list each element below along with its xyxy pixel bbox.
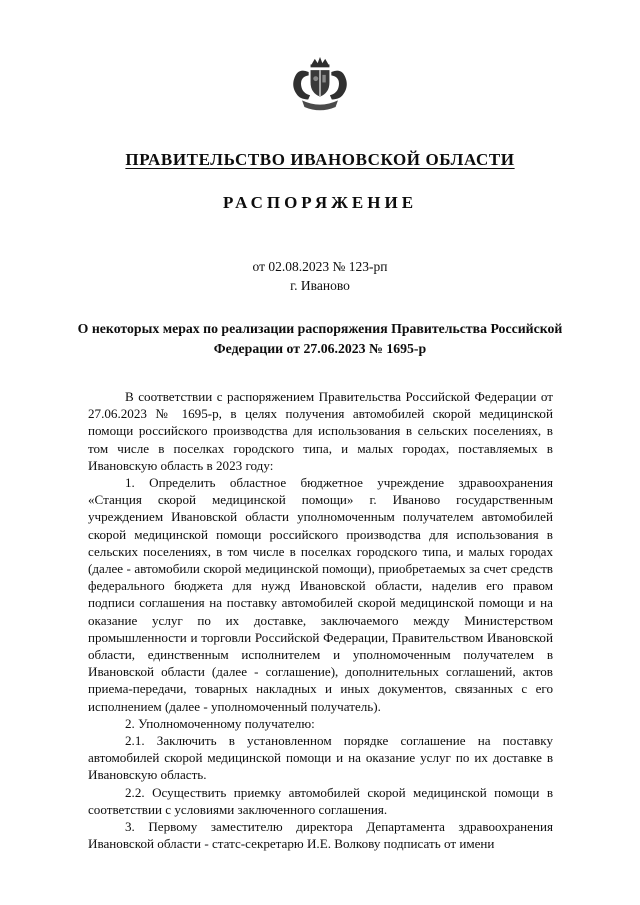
paragraph: 1. Определить областное бюджетное учреждение здравоохранения «Станция скорой медицинской помощи» г. Иваново государственным учреждением Ивановской области уполномоченным получателем автомобилей скорой медицинской помощи российского производства для использования в сельских поселениях, в том числе в поселках городского типа, и малых городах (далее - автомобили скорой медицинской помощи), приобретаемых за счет средств федерального бюджета для нужд Ивановской области, наделив его правом подписи соглашения на поставку автомобилей скорой медицинской помощи и на оказание услуг по их доставке, заключаемого между Министерством промышленности и торговли Российской Федерации, Правительством Ивановской области, единственным исполнителем и уполномоченным получателем в Ивановской области (далее - соглашение), дополнительных соглашений, актов приема-передачи, товарных накладных и иных документов, связанных с его исполнением (далее - уполномоченный получатель). [88, 475, 553, 714]
doc-body [0, 388, 640, 852]
paragraph: В соответствии с распоряжением Правительства Российской Федерации от 27.06.2023 № 1695-р, в целях получения автомобилей скорой медицинской помощи российского производства для использования в сельских поселениях, в том числе в поселках городского типа, и малых городах, поставляемых в Ивановскую область в 2023 году: [88, 389, 553, 473]
doc-subject: О некоторых мерах по реализации распоряжения Правительства Российской Федерации от 27.06.2023 № 1695-р [77, 321, 563, 356]
emblem-container [0, 0, 640, 129]
doc-city: г. Иваново [290, 278, 350, 293]
paragraph: 2.2. Осуществить приемку автомобилей скорой медицинской помощи в соответствии с условиями заключенного соглашения. [88, 784, 553, 817]
doc-type-title: РАСПОРЯЖЕНИЕ [222, 193, 418, 212]
paragraph: 2. Уполномоченному получателю: [125, 715, 315, 731]
org-title: ПРАВИТЕЛЬСТВО ИВАНОВСКОЙ ОБЛАСТИ [125, 150, 515, 169]
doc-date-number: от 02.08.2023 № 123-рп [252, 259, 388, 274]
paragraph: 3. Первому заместителю директора Департамента здравоохранения Ивановской области - статс-секретарю И.Е. Волкову подписать от имени [88, 819, 553, 852]
coat-of-arms-icon [282, 56, 358, 129]
paragraph: 2.1. Заключить в установленном порядке соглашение на поставку автомобилей скорой медицинской помощи и на оказание услуг по их доставке в Ивановскую область. [88, 733, 553, 783]
